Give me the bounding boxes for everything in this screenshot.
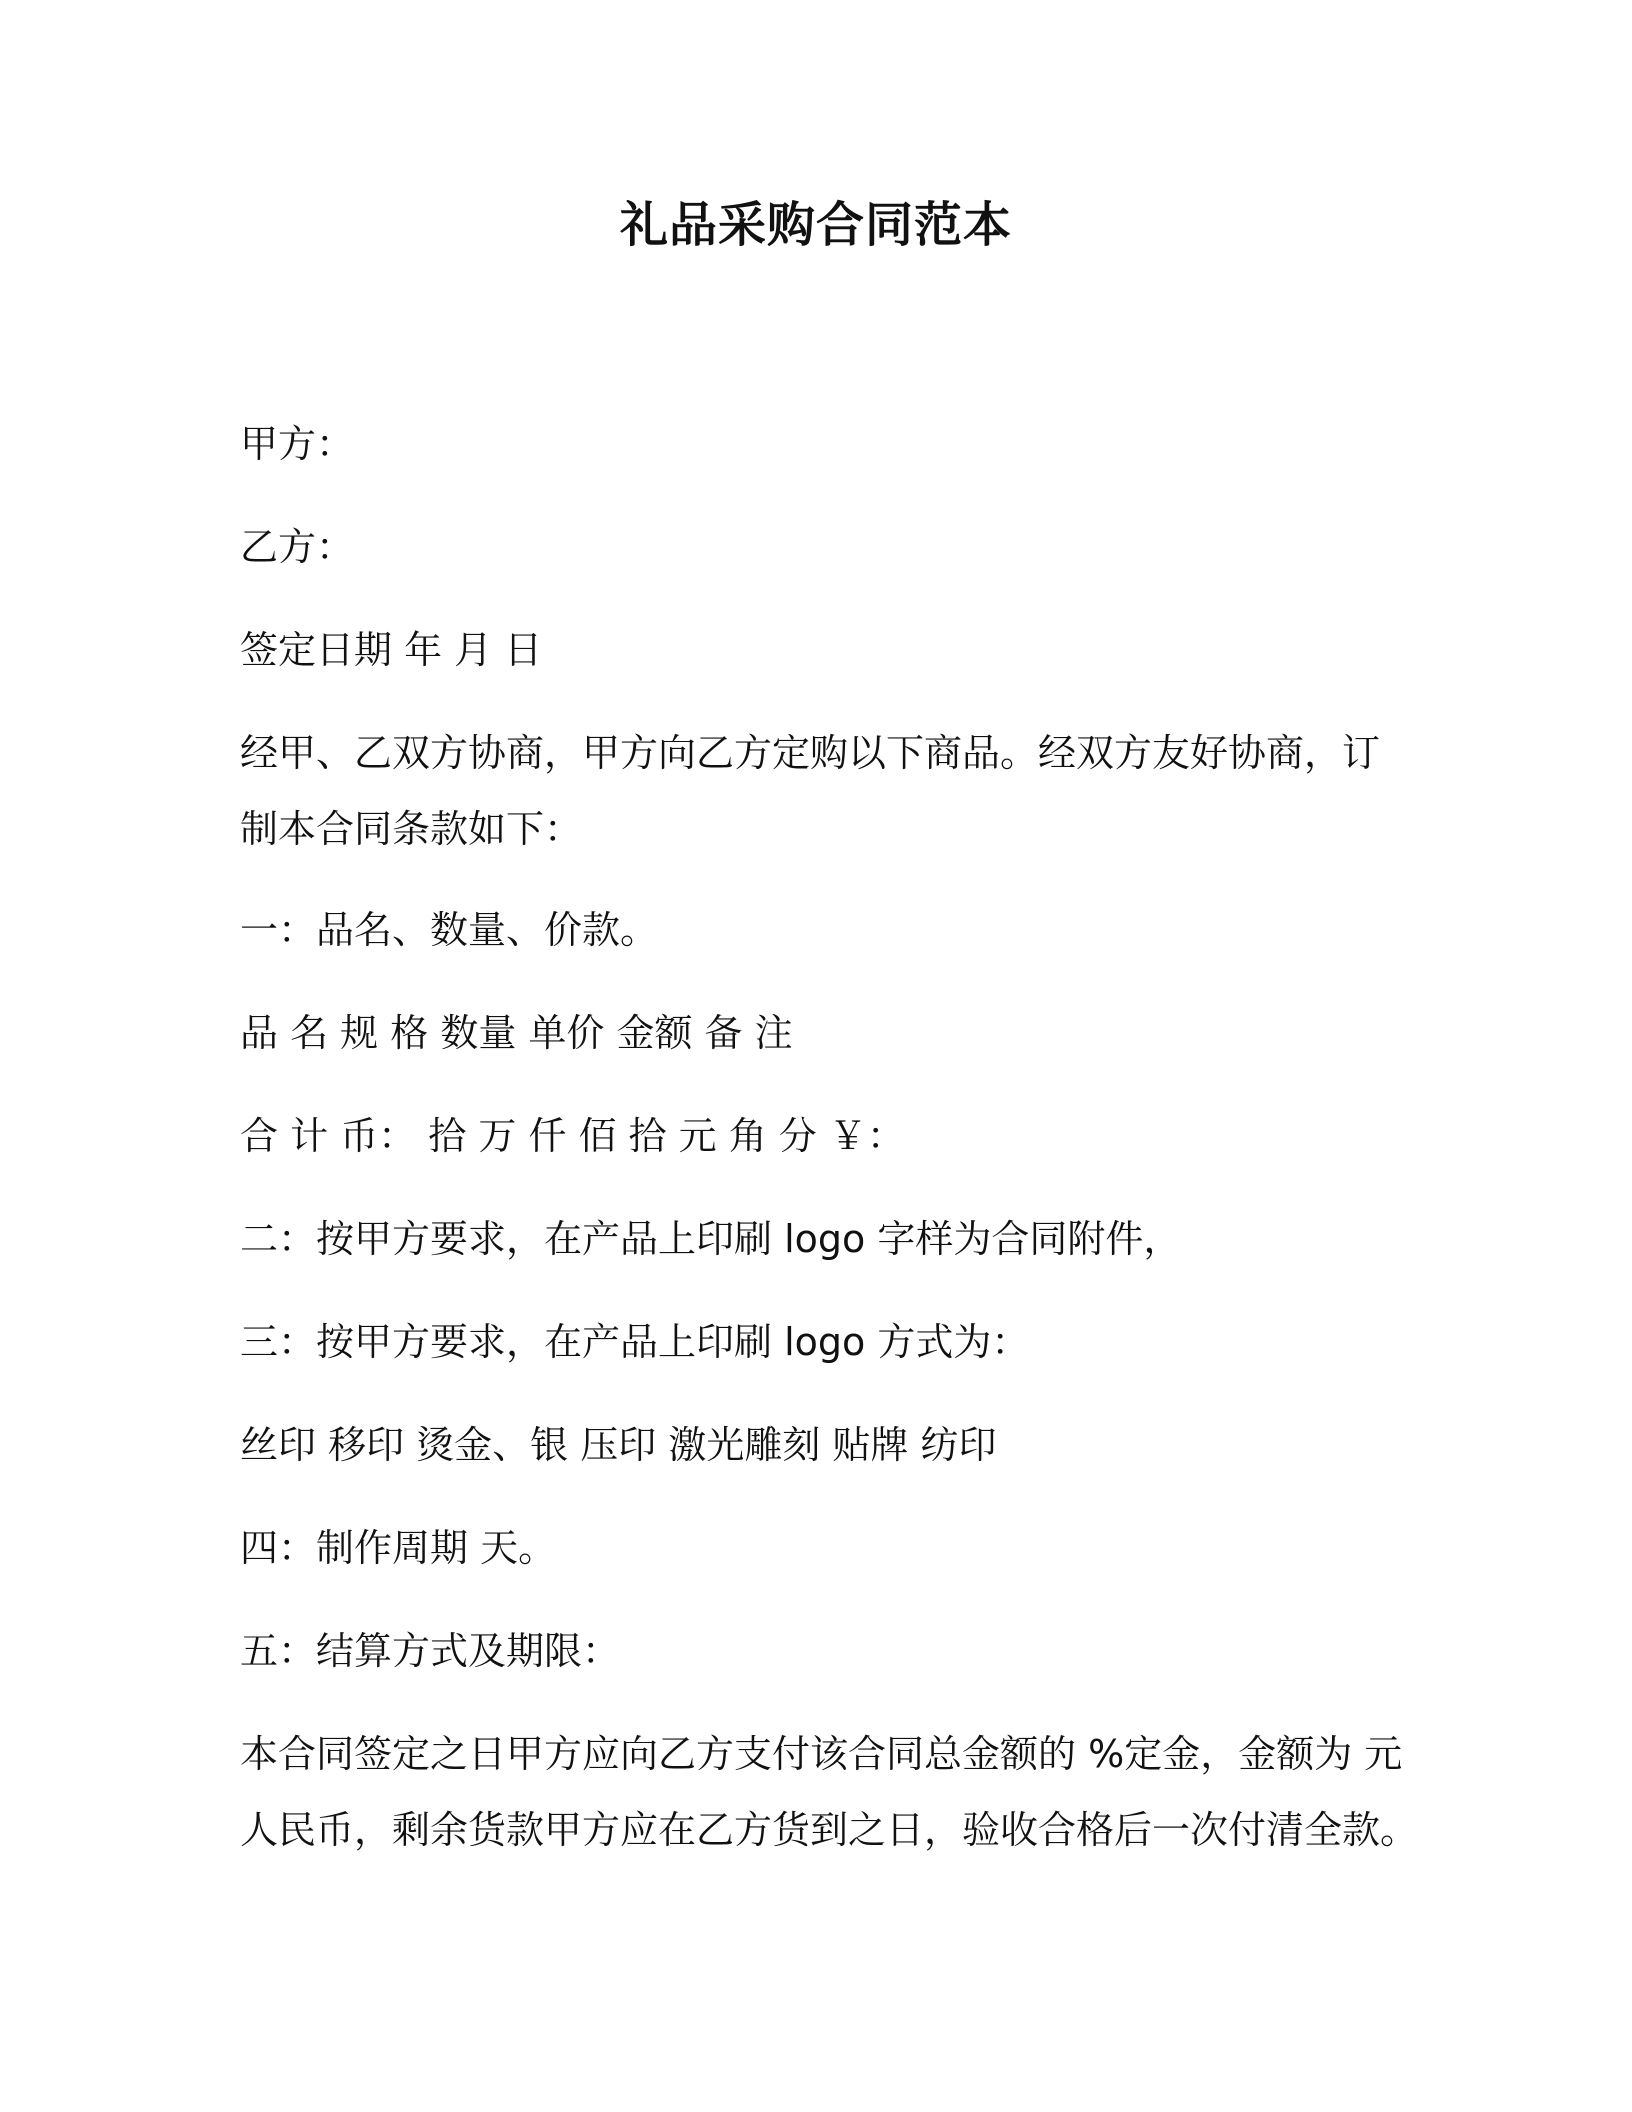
section-1-heading: 一：品名、数量、价款。 xyxy=(240,908,659,952)
table-header-line: 品 名 规 格 数量 单价 金额 备 注 xyxy=(240,1011,793,1055)
payment-line-2: 人民币，剩余货款甲方应在乙方货到之日，验收合格后一次付清全款。 xyxy=(240,1808,1419,1852)
intro-line-2: 制本合同条款如下： xyxy=(240,807,583,851)
intro-line-1: 经甲、乙双方协商，甲方向乙方定购以下商品。经双方友好协商，订 xyxy=(240,731,1381,775)
print-methods-line: 丝印 移印 烫金、银 压印 激光雕刻 贴牌 纺印 xyxy=(240,1423,997,1467)
document-title: 礼品采购合同范本 xyxy=(619,197,1012,253)
section-3-line: 三：按甲方要求，在产品上印刷 logo 方式为： xyxy=(240,1320,1030,1364)
party-a-line: 甲方： xyxy=(240,422,355,466)
total-line: 合 计 币： 拾 万 仟 佰 拾 元 角 分 ￥： xyxy=(240,1114,905,1158)
payment-paragraph xyxy=(240,1716,1419,1868)
section-2-line: 二：按甲方要求，在产品上印刷 logo 字样为合同附件， xyxy=(240,1217,1182,1261)
section-5-heading: 五：结算方式及期限： xyxy=(240,1629,621,1673)
payment-line-1: 本合同签定之日甲方应向乙方支付该合同总金额的 %定金，金额为 元 xyxy=(240,1732,1403,1776)
section-4-line: 四：制作周期 天。 xyxy=(240,1526,557,1570)
intro-paragraph xyxy=(240,715,1400,867)
party-b-line: 乙方： xyxy=(240,525,355,569)
sign-date-line: 签定日期 年 月 日 xyxy=(240,628,543,672)
